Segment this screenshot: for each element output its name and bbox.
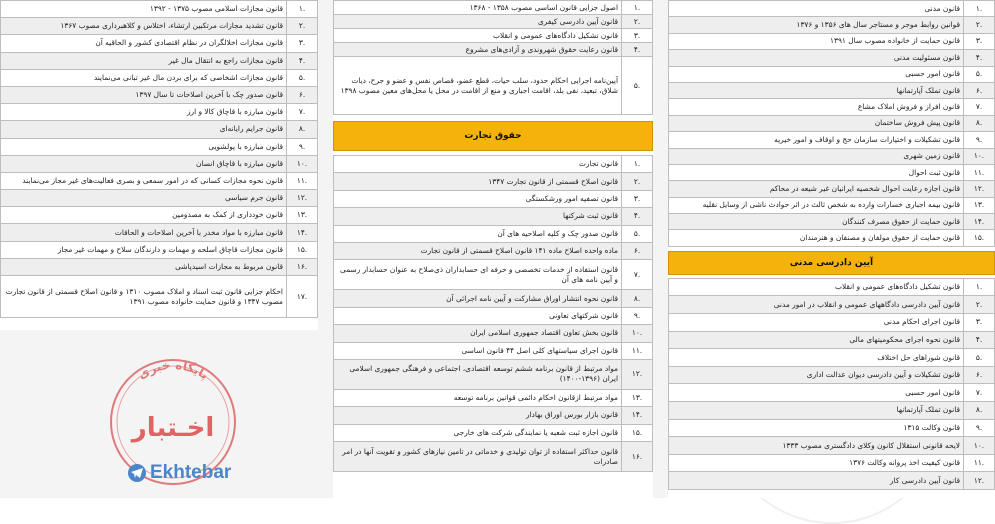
table-row	[669, 419, 995, 437]
table-row	[669, 384, 995, 402]
law-title: قانون مجازات اسلامی مصوب ۱۳۷۵ - ۱۳۹۲	[1, 1, 287, 18]
law-title: احکام جزایی قانون ثبت اسناد و املاک مصوب ۱۳۱۰ و قانون اصلاح قسمتی از قانون تجارت مصوب ۱۳۴۷ و قانون حمایت خانواده مصوب ۱۳۹۱	[1, 276, 287, 318]
table-row	[669, 296, 995, 314]
table-row	[334, 407, 653, 424]
row-number: .۲	[622, 15, 653, 29]
criminal-law-table	[0, 0, 318, 318]
table-row	[334, 242, 653, 259]
table-row	[669, 164, 995, 180]
table-row	[669, 82, 995, 98]
table-row	[334, 325, 653, 342]
law-title: قانون زمین شهری	[669, 148, 964, 164]
row-number: .۶	[287, 86, 318, 103]
row-number: .۷	[622, 260, 653, 290]
table-row	[1, 172, 318, 189]
row-number: .۹	[622, 307, 653, 324]
row-number: .۱۵	[622, 424, 653, 441]
row-number: .۶	[964, 366, 995, 384]
row-number: .۱	[964, 278, 995, 296]
row-number: .۹	[287, 138, 318, 155]
row-number: .۶	[964, 82, 995, 98]
table-row	[1, 121, 318, 138]
table-row	[669, 115, 995, 131]
table-row	[1, 276, 318, 318]
row-number: .۱۷	[287, 276, 318, 318]
row-number: .۲	[622, 173, 653, 190]
logo-main-text: اخـتبار	[131, 413, 215, 443]
law-title: قانون مبارزه با قاچاق انسان	[1, 155, 287, 172]
row-number: .۷	[964, 384, 995, 402]
table-row	[669, 366, 995, 384]
law-title: قانون ثبت شرکتها	[334, 208, 622, 225]
law-title: قانون رعایت حقوق شهروندی و آزادی‌های مشروع	[334, 43, 622, 57]
law-title: قانون مجازات اشخاصی که برای بردن مال غیر تبانی می‌نمایند	[1, 69, 287, 86]
table-row	[334, 190, 653, 207]
row-number: .۴	[622, 43, 653, 57]
law-title: قانون ثبت احوال	[669, 164, 964, 180]
row-number: .۵	[622, 57, 653, 115]
table-row	[1, 224, 318, 241]
svg-text:پایگاه خبری	[135, 358, 211, 382]
law-title: مواد مرتبط ازقانون احکام دائمی قوانین برنامه توسعه	[334, 389, 622, 406]
table-row	[334, 29, 653, 43]
row-number: .۲	[964, 296, 995, 314]
table-row	[334, 156, 653, 173]
law-title: قانون آیین دادرسی کار	[669, 472, 964, 490]
table-row	[669, 148, 995, 164]
law-title: آیین‌نامه اجرایی احکام حدود، سلب حیات، قطع عضو، قصاص نفس و عضو و جرح، دیات شلاق، تبعید، نفی بلد، اقامت اجباری و منع از اقامت در محل یا محل‌های معین مصوب ۱۳۹۸	[334, 57, 622, 115]
table-row	[1, 86, 318, 103]
row-number: .۹	[964, 419, 995, 437]
row-number: .۸	[622, 290, 653, 307]
law-title: قانون آیین دادرسی کیفری	[334, 15, 622, 29]
civil-law-column	[668, 0, 995, 498]
row-number: .۳	[287, 35, 318, 52]
law-title: لایحه قانونی استقلال کانون وکلای دادگستری مصوب ۱۳۳۳	[669, 437, 964, 455]
row-number: .۸	[964, 115, 995, 131]
table-row	[334, 225, 653, 242]
law-title: قانون حمایت از حقوق مصرف کنندگان	[669, 214, 964, 230]
row-number: .۵	[964, 349, 995, 367]
logo-top-text: پایگاه خبری	[135, 357, 212, 383]
row-number: .۳	[622, 29, 653, 43]
law-title: قانون پیش فروش ساختمان	[669, 115, 964, 131]
row-number: .۱	[964, 1, 995, 17]
table-row	[334, 290, 653, 307]
law-title: مواد مرتبط از قانون برنامه ششم توسعه اقتصادی، اجتماعی و فرهنگی جمهوری اسلامی ایران (۱۳۹۶-۱۴۰۰)	[334, 359, 622, 389]
law-title: قانون حمایت از خانواده مصوب سال ۱۳۹۱	[669, 33, 964, 49]
law-title: قانون اجازه رعایت احوال شخصیه ایرانیان غیر شیعه در محاکم	[669, 181, 964, 197]
table-row	[334, 359, 653, 389]
row-number: .۹	[964, 132, 995, 148]
table-row	[669, 214, 995, 230]
logo-brand-text: Ekhtebar	[150, 462, 232, 483]
row-number: .۱۱	[964, 454, 995, 472]
row-number: .۸	[964, 402, 995, 420]
law-title: اصول جزایی قانون اساسی مصوب ۱۳۵۸ - ۱۳۶۸	[334, 1, 622, 15]
section-header-commercial: حقوق تجارت	[333, 121, 653, 151]
row-number: .۴	[964, 50, 995, 66]
law-title: قانون مجازات قاچاق اسلحه و مهمات و دارندگان سلاح و مهمات غیر مجاز	[1, 241, 287, 258]
law-title: قانون صدور چک با آخرین اصلاحات تا سال ۱۳۹۷	[1, 86, 287, 103]
table-row	[669, 454, 995, 472]
table-row	[1, 18, 318, 35]
table-row	[669, 349, 995, 367]
law-title: قانون شوراهای حل اختلاف	[669, 349, 964, 367]
law-title: قانون امور حسبی	[669, 384, 964, 402]
table-row	[669, 17, 995, 33]
law-title: قانون شرکتهای تعاونی	[334, 307, 622, 324]
law-title: قانون حمایت از حقوق مولفان و مصنفان و هنرمندان	[669, 230, 964, 246]
table-row	[669, 99, 995, 115]
criminal-law-column	[0, 0, 318, 330]
table-row	[1, 1, 318, 18]
law-title: قانون جرایم رایانه‌ای	[1, 121, 287, 138]
table-row	[334, 1, 653, 15]
law-title: ماده واحده اصلاح ماده ۱۴۱ قانون اصلاح قسمتی از قانون تجارت	[334, 242, 622, 259]
row-number: .۱۴	[287, 224, 318, 241]
law-title: قانون اجرای احکام مدنی	[669, 314, 964, 332]
law-title: قانون وکالت ۱۳۱۵	[669, 419, 964, 437]
row-number: .۱	[287, 1, 318, 18]
row-number: .۱۵	[287, 241, 318, 258]
table-row	[1, 69, 318, 86]
table-row	[334, 442, 653, 472]
table-row	[1, 241, 318, 258]
commercial-law-column	[333, 0, 653, 498]
table-row	[334, 260, 653, 290]
table-row	[1, 155, 318, 172]
row-number: .۱۰	[622, 325, 653, 342]
law-title: قانون مبارزه با مواد مخدر با آخرین اصلاحات و الحاقات	[1, 224, 287, 241]
law-title: قانون اصلاح قسمتی از قانون تجارت ۱۳۴۷	[334, 173, 622, 190]
law-title: قانون تجارت	[334, 156, 622, 173]
row-number: .۵	[964, 66, 995, 82]
row-number: .۵	[287, 69, 318, 86]
commercial-law-table	[333, 155, 653, 472]
row-number: .۷	[287, 104, 318, 121]
law-title: قانون تصفیه امور ورشکستگی	[334, 190, 622, 207]
law-title: قانون نحوه مجازات کسانی که در امور سمعی و بصری فعالیت‌های غیر مجاز می‌نمایند	[1, 172, 287, 189]
law-title: قانون نحوه انتشار اوراق مشارکت و آیین نامه اجرائی آن	[334, 290, 622, 307]
law-title: قانون اجازه ثبت شعبه یا نمایندگی شرکت های خارجی	[334, 424, 622, 441]
law-title: قانون بخش تعاون اقتصاد جمهوری اسلامی ایران	[334, 325, 622, 342]
table-row	[669, 278, 995, 296]
table-row	[1, 52, 318, 69]
row-number: .۱۳	[622, 389, 653, 406]
table-row	[1, 190, 318, 207]
table-row	[669, 50, 995, 66]
law-title: قانون آیین دادرسی دادگاههای عمومی و انقلاب در امور مدنی	[669, 296, 964, 314]
telegram-icon	[128, 464, 146, 482]
row-number: .۱۳	[287, 207, 318, 224]
table-row	[1, 35, 318, 52]
law-title: قانون تشکیلات و آیین دادرسی دیوان عدالت اداری	[669, 366, 964, 384]
table-row	[334, 424, 653, 441]
row-number: .۱۴	[964, 214, 995, 230]
law-title: قوانین روابط موجر و مستاجر سال های ۱۳۵۶ و ۱۳۷۶	[669, 17, 964, 33]
row-number: .۱۵	[964, 230, 995, 246]
criminal-procedure-table	[333, 0, 653, 115]
law-title: قانون تشکیلات و اختیارات سازمان حج و اوقاف و امور خیریه	[669, 132, 964, 148]
table-row	[334, 208, 653, 225]
row-number: .۱۶	[622, 442, 653, 472]
table-row	[334, 342, 653, 359]
table-row	[1, 138, 318, 155]
row-number: .۱۲	[287, 190, 318, 207]
law-title: قانون بازار بورس اوراق بهادار	[334, 407, 622, 424]
table-row	[669, 331, 995, 349]
law-title: قانون تشدید مجازات مرتکبین ارتشاء، اختلاس و کلاهبرداری مصوب ۱۳۶۷	[1, 18, 287, 35]
row-number: .۲	[287, 18, 318, 35]
table-row	[669, 437, 995, 455]
row-number: .۱۳	[964, 197, 995, 213]
row-number: .۱۲	[964, 472, 995, 490]
law-title: قانون مبارزه با قاچاق کالا و ارز	[1, 104, 287, 121]
law-title: قانون تشکیل دادگاه‌های عمومی و انقلاب	[669, 278, 964, 296]
row-number: .۱۰	[287, 155, 318, 172]
row-number: .۷	[964, 99, 995, 115]
law-title: قانون افراز و فروش املاک مشاع	[669, 99, 964, 115]
row-number: .۴	[287, 52, 318, 69]
table-row	[1, 104, 318, 121]
row-number: .۵	[622, 225, 653, 242]
table-row	[1, 207, 318, 224]
law-title: قانون مجازات راجع به انتقال مال غیر	[1, 52, 287, 69]
law-title: قانون مجازات اخلالگران در نظام اقتصادی کشور و الحاقیه آن	[1, 35, 287, 52]
table-row	[669, 472, 995, 490]
row-number: .۳	[964, 33, 995, 49]
civil-procedure-table	[668, 278, 995, 490]
table-row	[669, 66, 995, 82]
law-title: قانون جرم سیاسی	[1, 190, 287, 207]
table-row	[669, 197, 995, 213]
row-number: .۱۱	[964, 164, 995, 180]
law-title: قانون مبارزه با پولشویی	[1, 138, 287, 155]
table-row	[1, 258, 318, 275]
table-row	[669, 132, 995, 148]
row-number: .۱	[622, 1, 653, 15]
law-title: قانون نحوه اجرای محکومیتهای مالی	[669, 331, 964, 349]
table-row	[334, 307, 653, 324]
law-title: قانون تملک آپارتمانها	[669, 82, 964, 98]
row-number: .۱۰	[964, 437, 995, 455]
table-row	[669, 181, 995, 197]
row-number: .۱	[622, 156, 653, 173]
table-row	[334, 57, 653, 115]
table-row	[334, 15, 653, 29]
row-number: .۶	[622, 242, 653, 259]
law-title: قانون امور حسبی	[669, 66, 964, 82]
row-number: .۸	[287, 121, 318, 138]
law-title: قانون تشکیل دادگاه‌های عمومی و انقلاب	[334, 29, 622, 43]
law-title: قانون استفاده از خدمات تخصصی و حرفه ای حسابداران ذی‌صلاح به عنوان حسابدار رسمی و آیین نامه های آن	[334, 260, 622, 290]
table-row	[669, 230, 995, 246]
row-number: .۲	[964, 17, 995, 33]
law-title: قانون تملک آپارتمانها	[669, 402, 964, 420]
row-number: .۱۲	[622, 359, 653, 389]
law-title: قانون حداکثر استفاده از توان تولیدی و خدماتی در تامین نیازهای کشور و تقویت آنها در امر صادرات	[334, 442, 622, 472]
table-row	[334, 389, 653, 406]
row-number: .۱۲	[964, 181, 995, 197]
row-number: .۱۱	[622, 342, 653, 359]
row-number: .۱۱	[287, 172, 318, 189]
row-number: .۳	[964, 314, 995, 332]
table-row	[334, 173, 653, 190]
law-title: قانون بیمه اجباری خسارات وارده به شخص ثالث در اثر حوادث ناشی از وسایل نقلیه	[669, 197, 964, 213]
table-row	[334, 43, 653, 57]
civil-law-table	[668, 0, 995, 247]
table-row	[669, 1, 995, 17]
row-number: .۳	[622, 190, 653, 207]
table-row	[669, 314, 995, 332]
row-number: .۱۴	[622, 407, 653, 424]
law-title: قانون کیفیت اخذ پروانه وکالت ۱۳۷۶	[669, 454, 964, 472]
row-number: .۴	[622, 208, 653, 225]
law-title: قانون مربوط به مجازات اسیدپاشی	[1, 258, 287, 275]
table-row	[669, 402, 995, 420]
row-number: .۴	[964, 331, 995, 349]
law-title: قانون صدور چک و کلیه اصلاحیه های آن	[334, 225, 622, 242]
table-row	[669, 33, 995, 49]
section-header-civil-procedure: آیین دادرسی مدنی	[668, 251, 995, 275]
law-title: قانون اجرای سیاستهای کلی اصل ۴۴ قانون اساسی	[334, 342, 622, 359]
row-number: .۱۰	[964, 148, 995, 164]
law-title: قانون مدنی	[669, 1, 964, 17]
law-title: قانون مسئولیت مدنی	[669, 50, 964, 66]
law-title: قانون خودداری از کمک به مصدومین	[1, 207, 287, 224]
row-number: .۱۶	[287, 258, 318, 275]
